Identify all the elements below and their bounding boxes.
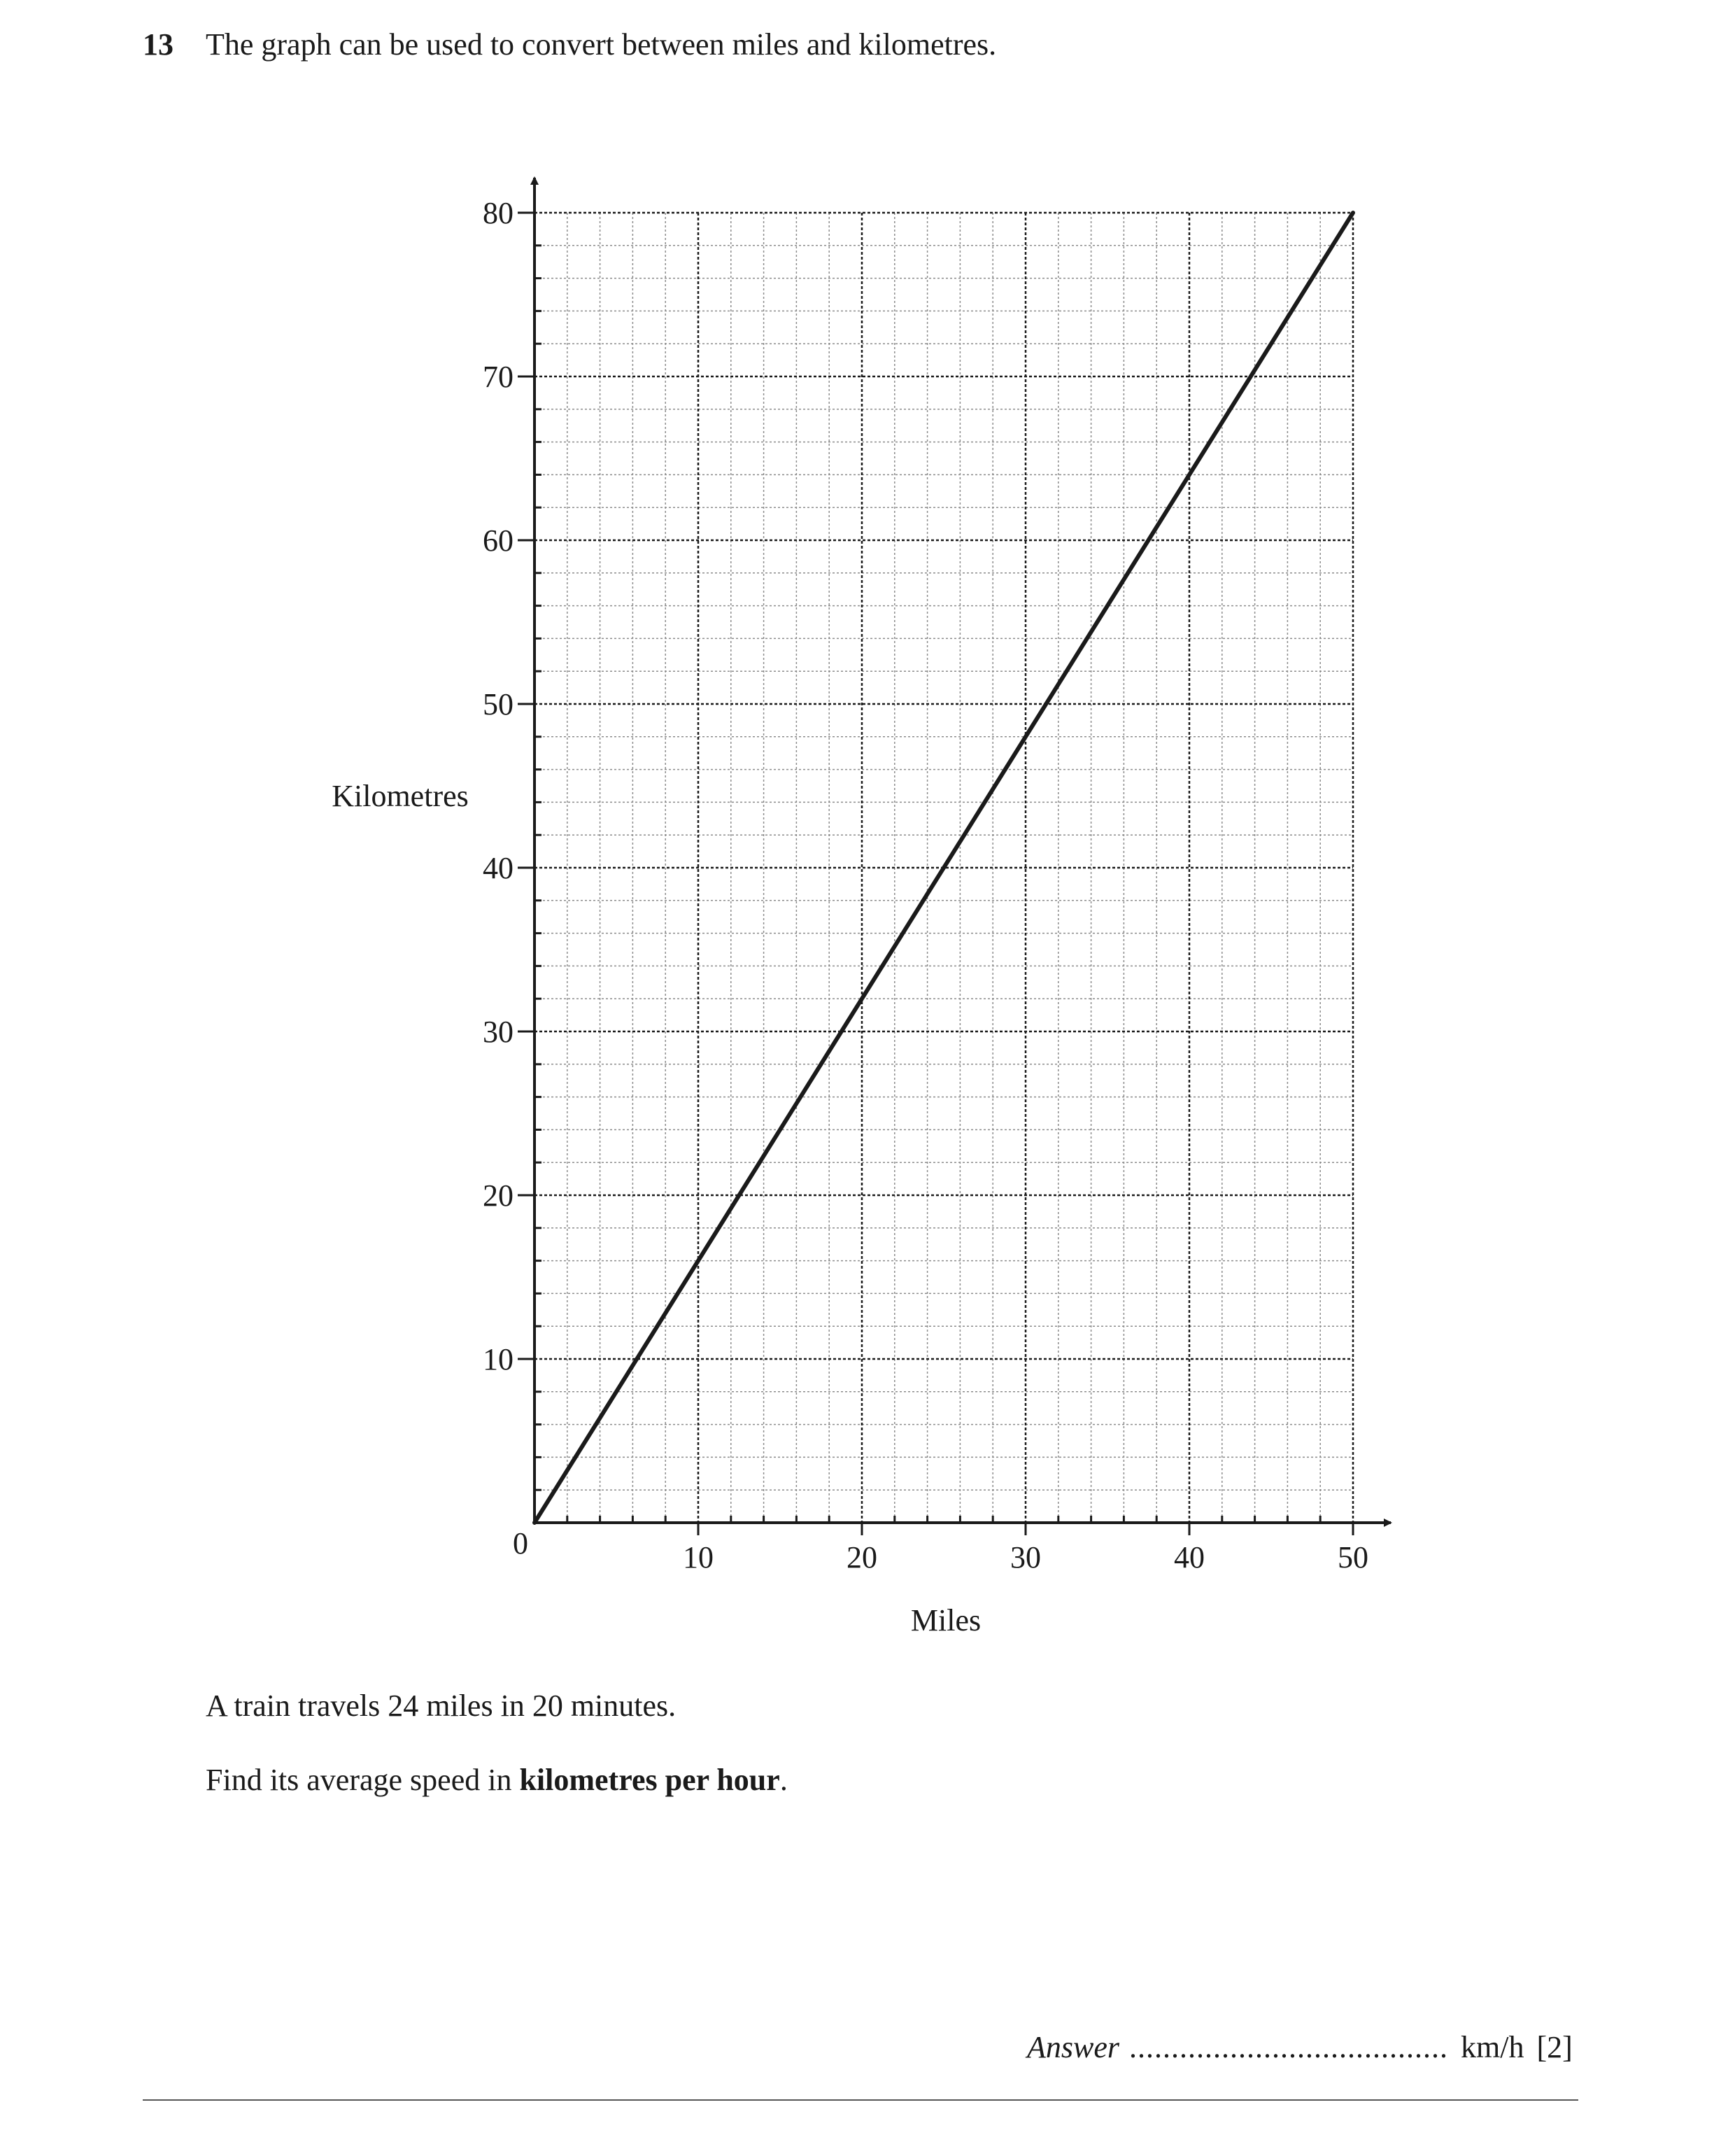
y-tick-label: 80 — [483, 196, 514, 230]
x-tick-label: 30 — [1010, 1540, 1041, 1574]
marks-badge: [2] — [1536, 2030, 1573, 2064]
x-axis-label: Miles — [910, 1603, 982, 1637]
answer-space[interactable]: ...................................... — [1129, 2030, 1448, 2064]
question-intro: The graph can be used to convert between miles and kilometres. — [206, 27, 997, 62]
answer-line — [1027, 2029, 1573, 2065]
y-tick-label: 10 — [483, 1342, 514, 1376]
question-line-2-suffix: . — [779, 1763, 788, 1797]
y-axis-label: Kilometres — [332, 779, 469, 813]
question-line-1: A train travels 24 miles in 20 minutes. — [206, 1689, 677, 1723]
y-tick-label: 40 — [483, 851, 514, 885]
x-tick-label: 20 — [847, 1540, 877, 1574]
question-line-2-prefix: Find its average speed in — [206, 1763, 520, 1797]
y-tick-label: 70 — [483, 360, 514, 394]
x-tick-label: 10 — [683, 1540, 714, 1574]
y-tick-label: 60 — [483, 523, 514, 558]
y-tick-label: 50 — [483, 687, 514, 721]
answer-label: Answer — [1027, 2030, 1119, 2064]
question-number: 13 — [143, 27, 174, 62]
x-tick-label: 50 — [1338, 1540, 1368, 1574]
origin-label: 0 — [513, 1526, 528, 1560]
question-line-2-bold: kilometres per hour — [519, 1763, 780, 1797]
answer-unit: km/h — [1461, 2030, 1524, 2064]
page-divider — [143, 2099, 1578, 2101]
question-line-2 — [206, 1762, 788, 1798]
x-tick-label: 40 — [1174, 1540, 1205, 1574]
y-tick-label: 30 — [483, 1015, 514, 1049]
y-tick-label: 20 — [483, 1178, 514, 1213]
